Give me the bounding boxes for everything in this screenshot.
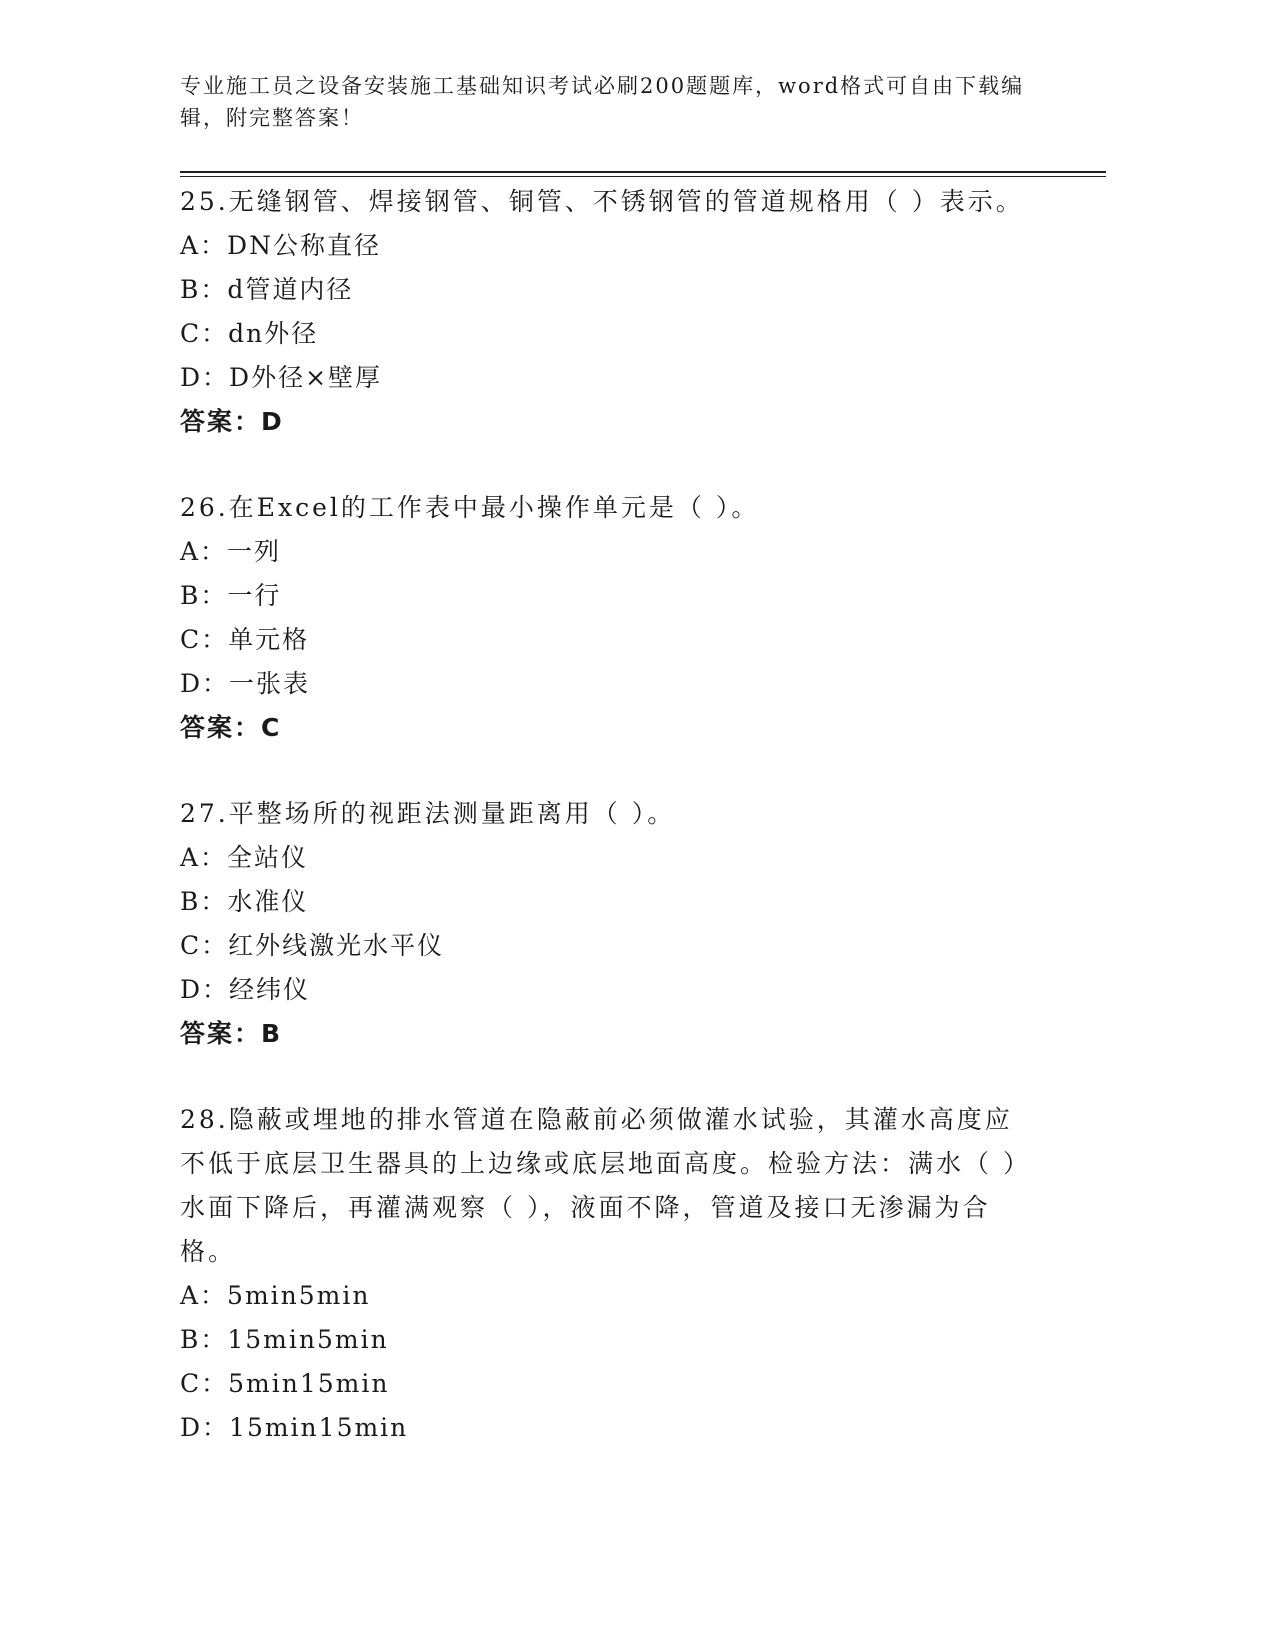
option-c: C：5min15min — [180, 1369, 390, 1398]
question-27 — [180, 792, 1040, 1056]
answer-line: 答案：C — [180, 713, 282, 742]
question-stem: 27.平整场所的视距法测量距离用（ ）。 — [180, 799, 676, 828]
option-a: A：5min5min — [180, 1281, 371, 1310]
question-stem: 25.无缝钢管、焊接钢管、铜管、不锈钢管的管道规格用（ ）表示。 — [180, 187, 1024, 216]
option-d: D：经纬仪 — [180, 975, 311, 1004]
option-b: B：15min5min — [180, 1325, 389, 1354]
option-b: B：d管道内径 — [180, 275, 354, 304]
header-divider-thick — [180, 171, 1106, 173]
question-stem: 28.隐蔽或埋地的排水管道在隐蔽前必须做灌水试验，其灌水高度应不低于底层卫生器具的上边缘或底层地面高度。检验方法：满水（ ）水面下降后，再灌满观察（ ），液面不降，管道及接口无渗漏为合格。 — [180, 1105, 1031, 1266]
question-spacer — [180, 444, 1040, 486]
answer-line: 答案：B — [180, 1019, 283, 1048]
option-b: B：水准仪 — [180, 887, 309, 916]
question-spacer — [180, 750, 1040, 792]
option-a: A：全站仪 — [180, 843, 309, 872]
option-c: C：单元格 — [180, 625, 310, 654]
option-b: B：一行 — [180, 581, 282, 610]
question-spacer — [180, 1056, 1040, 1098]
option-c: C：红外线激光水平仪 — [180, 931, 445, 960]
question-stem: 26.在Excel的工作表中最小操作单元是（ ）。 — [180, 493, 760, 522]
option-a: A：一列 — [180, 537, 282, 566]
answer-line: 答案：D — [180, 407, 284, 436]
option-d: D：D外径×壁厚 — [180, 363, 383, 392]
option-a: A：DN公称直径 — [180, 231, 381, 260]
page-header: 专业施工员之设备安装施工基础知识考试必刷200题题库，word格式可自由下载编辑，附完整答案！ — [180, 74, 1025, 130]
option-c: C：dn外径 — [180, 319, 319, 348]
question-26 — [180, 486, 1040, 750]
question-25 — [180, 180, 1040, 444]
question-list — [180, 180, 1040, 1450]
header-divider-thin — [180, 176, 1106, 177]
question-28 — [180, 1098, 1040, 1450]
option-d: D：一张表 — [180, 669, 311, 698]
option-d: D：15min15min — [180, 1413, 409, 1442]
